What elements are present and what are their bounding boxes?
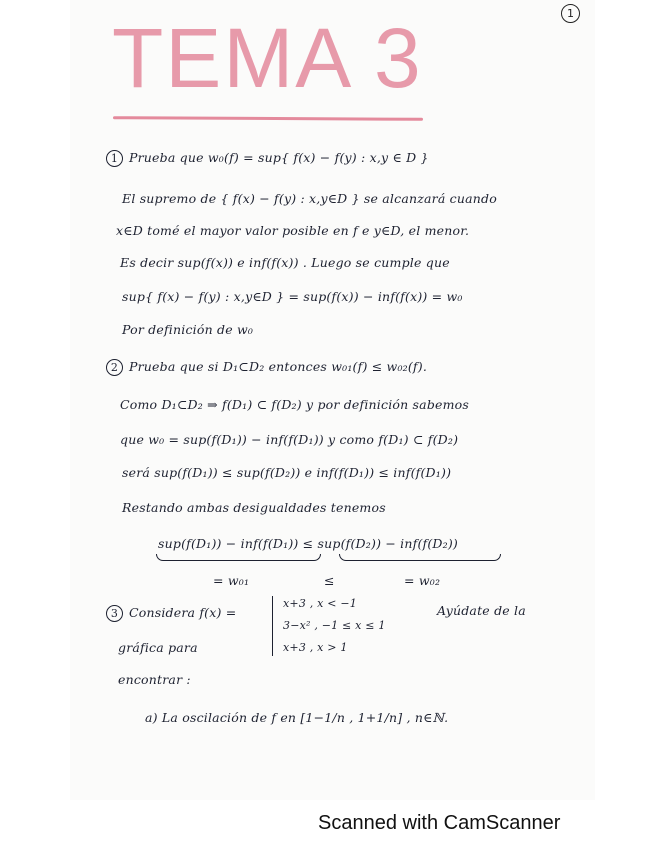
page-title: TEMA 3 [112,11,423,105]
exercise-2-statement [106,359,427,376]
text-line: x∈D tomé el mayor valor posible en f e y∈D, el menor. [116,223,470,238]
text-line: Por definición de w₀ [122,322,254,337]
exercise-text: Considera f(x) = [129,605,237,620]
text-line: a) La oscilación de f en [1−1/n , 1+1/n] , n∈ℕ. [145,710,449,725]
piecewise-case: x+3 , x > 1 [283,641,348,654]
exercise-text: Prueba que si D₁⊂D₂ entonces w₀₁(f) ≤ w₀₂(f). [129,359,428,374]
exercise-text: Prueba que w₀(f) = sup{ f(x) − f(y) : x,y ∈ D } [129,150,429,165]
exercise-3-statement [106,605,236,622]
text-line: encontrar : [118,672,191,687]
text-line: Ayúdate de la [437,603,526,618]
text-line: gráfica para [118,640,198,655]
piecewise-brace [272,596,281,656]
piecewise-case: x+3 , x < −1 [283,597,357,610]
exercise-number: 1 [106,150,123,167]
exercise-number: 3 [106,605,123,622]
math-label: = w₀₁ [213,573,250,588]
math-inequality: sup(f(D₁)) − inf(f(D₁)) ≤ sup(f(D₂)) − inf(f(D₂)) [158,536,459,551]
underbrace-right [339,554,501,561]
math-label: = w₀₂ [404,573,441,588]
text-line: El supremo de { f(x) − f(y) : x,y∈D } se alcanzará cuando [122,191,497,206]
page-number: 1 [561,4,580,23]
underbrace-left [156,554,321,561]
exercise-1-statement [106,150,429,167]
text-line: Es decir sup(f(x)) e inf(f(x)) . Luego se cumple que [120,255,450,270]
text-line: Como D₁⊂D₂ ⇒ f(D₁) ⊂ f(D₂) y por definición sabemos [120,397,470,412]
camscanner-footer: Scanned with CamScanner [318,812,561,834]
text-line: Restando ambas desigualdades tenemos [122,500,386,515]
text-line: sup{ f(x) − f(y) : x,y∈D } = sup(f(x)) − inf(f(x)) = w₀ [122,289,463,304]
text-line: será sup(f(D₁)) ≤ sup(f(D₂)) e inf(f(D₁)) ≤ inf(f(D₁)) [122,465,452,480]
math-label: ≤ [324,573,335,588]
text-line: que w₀ = sup(f(D₁)) − inf(f(D₁)) y como f(D₁) ⊂ f(D₂) [120,432,459,447]
exercise-number: 2 [106,359,123,376]
piecewise-case: 3−x² , −1 ≤ x ≤ 1 [283,619,386,632]
